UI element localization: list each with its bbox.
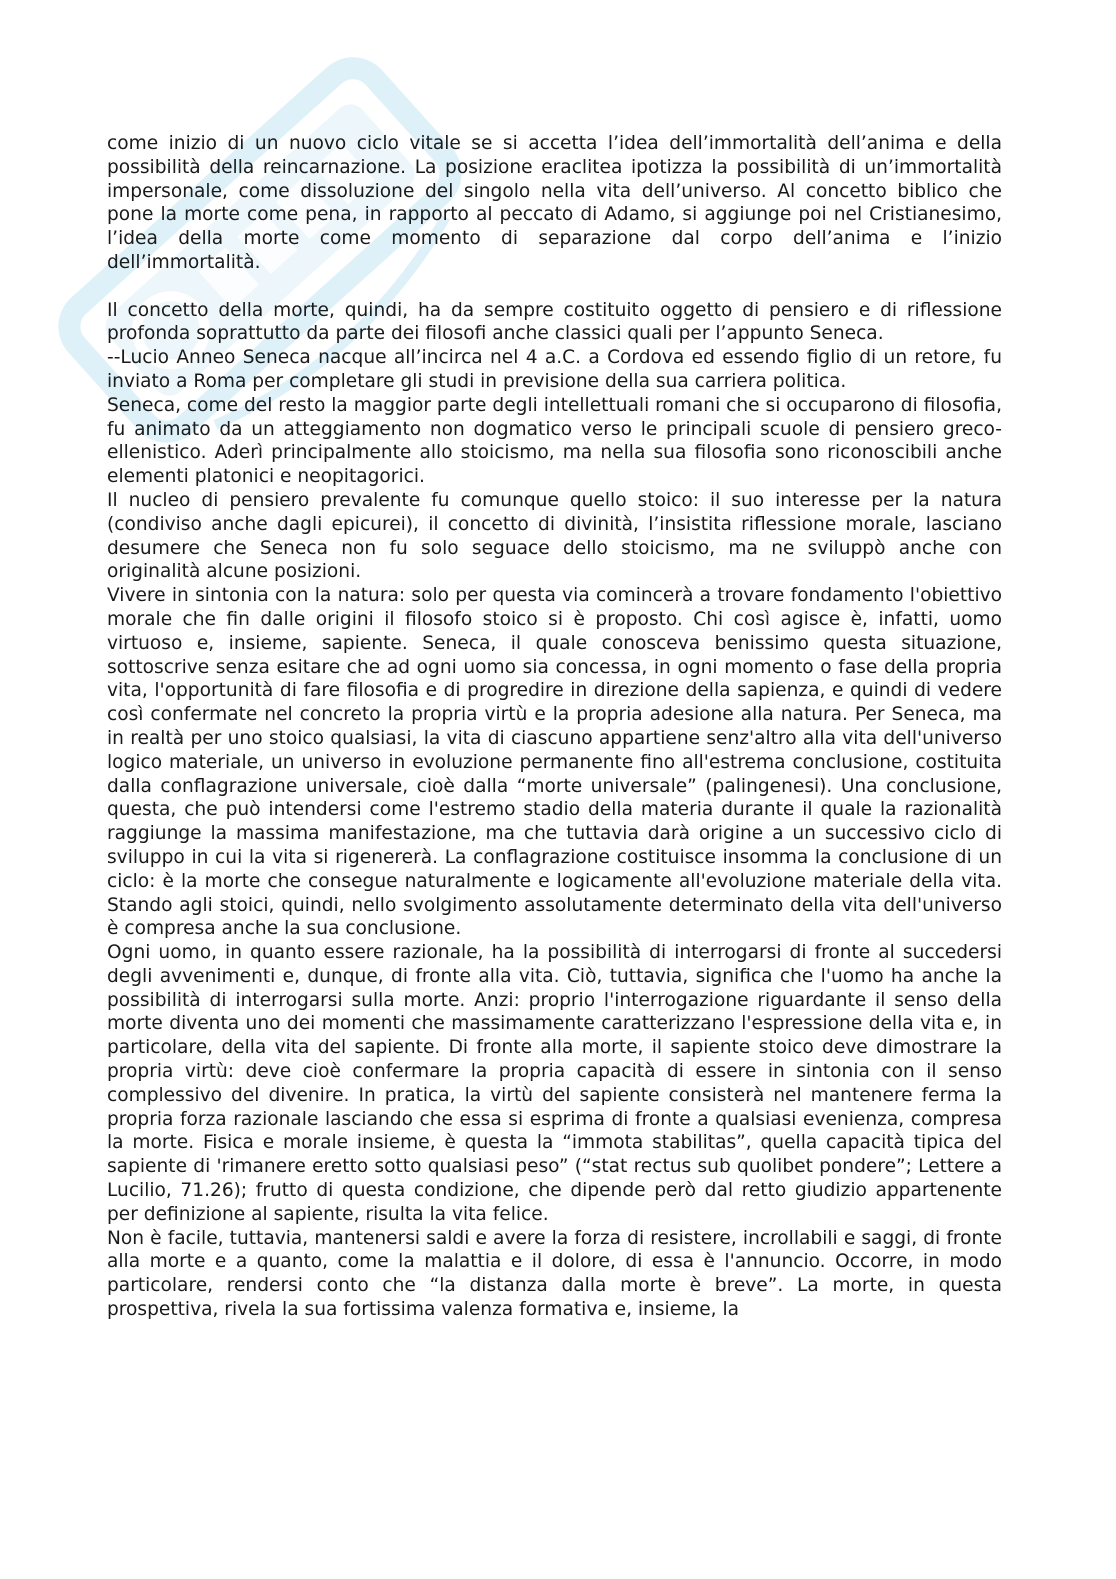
document-body [107, 132, 1002, 1322]
paragraph: Ogni uomo, in quanto essere razionale, ha la possibilità di interrogarsi di fronte al succedersi degli avvenimenti e, dunque, di fronte alla vita. Ciò, tuttavia, significa che l'uomo ha anche la possibilità di interrogarsi sulla morte. Anzi: proprio l'interrogazione riguardante il senso della morte diventa uno dei momenti che massimamente caratterizzano l'espressione della vita e, in particolare, della vita del sapiente. Di fronte alla morte, il sapiente stoico deve dimostrare la propria virtù: deve cioè confermare la propria capacità di essere in sintonia con il senso complessivo del divenire. In pratica, la virtù del sapiente consisterà nel mantenere ferma la propria forza razionale lasciando che essa si esprima di fronte a qualsiasi evenienza, compresa la morte. Fisica e morale insieme, è questa la “immota stabilitas”, quella capacità tipica del sapiente di 'rimanere eretto sotto qualsiasi peso” (“stat rectus sub quolibet pondere”; Lettere a Lucilio, 71.26); frutto di questa condizione, che dipende però dal retto giudizio appartenente per definizione al sapiente, risulta la vita felice. [107, 942, 1002, 1225]
paragraph: come inizio di un nuovo ciclo vitale se si accetta l’idea dell’immortalità dell’anima e della possibilità della reincarnazione. La posizione eraclitea ipotizza la possibilità di un’immortalità impersonale, come dissoluzione del singolo nella vita dell’universo. Al concetto biblico che pone la morte come pena, in rapporto al peccato di Adamo, si aggiunge poi nel Cristianesimo, l’idea della morte come momento di separazione dal corpo dell’anima e l’inizio dell’immortalità. [107, 133, 1002, 273]
paragraph: Il concetto della morte, quindi, ha da sempre costituito oggetto di pensiero e di riflessione profonda soprattutto da parte dei filosofi anche classici quali per l’appunto Seneca. [107, 299, 1002, 345]
paragraph: Non è facile, tuttavia, mantenersi saldi e avere la forza di resistere, incrollabili e saggi, di fronte alla morte e a quanto, come la malattia e il dolore, di essa è l'annuncio. Occorre, in modo particolare, rendersi conto che “la distanza dalla morte è breve”. La morte, in questa prospettiva, rivela la sua fortissima valenza formativa e, insieme, la [107, 1227, 1002, 1321]
paragraph: --Lucio Anneo Seneca nacque all’incirca nel 4 a.C. a Cordova ed essendo figlio di un retore, fu inviato a Roma per completare gli studi in previsione della sua carriera politica. [107, 347, 1002, 392]
paragraph: Seneca, come del resto la maggior parte degli intellettuali romani che si occuparono di filosofia, fu animato da un atteggiamento non dogmatico verso le principali scuole di pensiero greco-ellenistico. Aderì principalmente allo stoicismo, ma nella sua filosofia sono riconoscibili anche elementi platonici e neopitagorici. [107, 394, 1002, 488]
paragraph: Vivere in sintonia con la natura: solo per questa via comincerà a trovare fondamento l'obiettivo morale che fin dalle origini il filosofo stoico si è proposto. Chi così agisce è, infatti, uomo virtuoso e, insieme, sapiente. Seneca, il quale conosceva benissimo questa situazione, sottoscrive senza esitare che ad ogni uomo sia concessa, in ogni momento o fase della propria vita, l'opportunità di fare filosofia e di progredire in direzione della sapienza, e quindi di vedere così confermate nel concreto la propria virtù e la propria adesione alla natura. Per Seneca, ma in realtà per uno stoico qualsiasi, la vita di ciascuno appartiene senz'altro alla vita dell'universo logico materiale, un universo in evoluzione permanente fino all'estrema conclusione, costituita dalla conflagrazione universale, cioè dalla “morte universale” (palingenesi). Una conclusione, questa, che può intendersi come l'estremo stadio della materia durante il quale la razionalità raggiunge la massima manifestazione, ma che tuttavia darà origine a un successivo ciclo di sviluppo in cui la vita si rigenererà. La conflagrazione costituisce insomma la conclusione di un ciclo: è la morte che consegue naturalmente e logicamente all'evoluzione materiale della vita. Stando agli stoici, quindi, nello svolgimento assolutamente determinato della vita dell'universo è compresa anche la sua conclusione. [107, 585, 1002, 940]
paragraph: Il nucleo di pensiero prevalente fu comunque quello stoico: il suo interesse per la natura (condiviso anche dagli epicurei), il concetto di divinità, l’insistita riflessione morale, lasciano desumere che Seneca non fu solo seguace dello stoicismo, ma ne sviluppò anche con originalità alcune posizioni. [107, 489, 1002, 583]
